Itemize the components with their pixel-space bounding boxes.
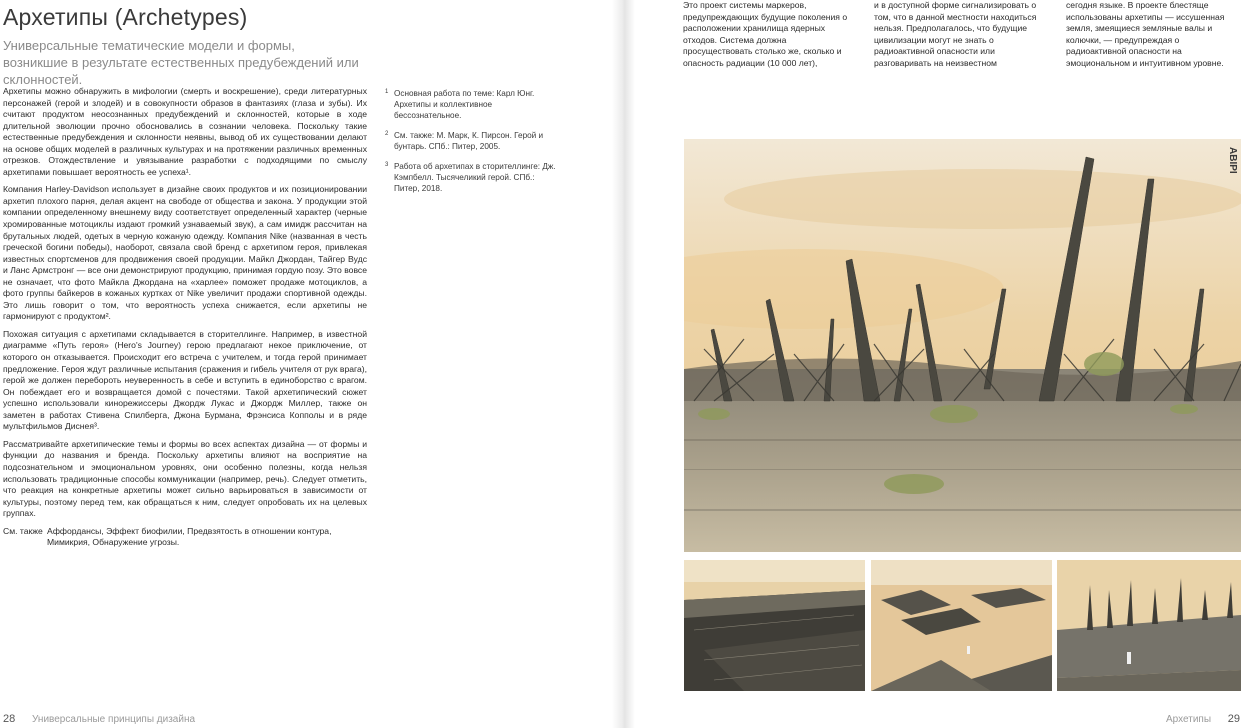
paragraph-recommendation: Рассматривайте архетипические темы и формы во всех аспектах дизайна — от формы и функции до названия и бренда. Поскольку архетипы влияют на восприятие на подсознательном и эмоциональном уровнях, они особенно полезны, когда нельзя использовать традиционные способы коммуникации (например, речь). Следует отметить, что реакция на конкретные архетипы может сильно варьироваться в зависимости от культуры, поэтому перед тем, как обращаться к ним, следует опробовать их на целевых группах.	[3, 438, 367, 519]
art-signature: ABIPI	[1227, 147, 1238, 174]
book-title: Универсальные принципы дизайна	[32, 714, 196, 725]
main-text-column	[3, 86, 367, 549]
spike-field-drawing	[684, 139, 1241, 552]
paragraph-storytelling: Похожая ситуация с архетипами складывается в сторителлинге. Например, в известной диаграмме «Путь героя» (Hero's Journey) герою предлагают некое приключение, от которого он отказывается. Происходит его встреча с учителем, и тогда герой принимает предложение. Героя ждут различные испытания (сражения и гибель учителя от рук врага), герой же должен перебороть неуверенность в себе и вступить в единоборство с врагом. Он побеждает его и возвращается домой с почестями. Такой архетипический сюжет успешно использовали кинорежиссеры Джордж Лукас и Джордж Миллер, также он заметен в работах Стивена Спилберга, Джона Бурмана, Фрэнсиса Копполы и в ряде мультфильмов Диснея³.	[3, 328, 367, 432]
right-column-text: сегодня языке. В проекте блестяще использованы архетипы — иссушенная земля, змеящиеся земляные валы и колючки, — предупреждая о радиоактивной опасности на эмоциональном и интуитивном уровне.	[1066, 0, 1225, 68]
earthwork-drawing-2	[871, 560, 1052, 691]
footnote	[385, 161, 560, 194]
earthwork-illustration-2	[871, 560, 1052, 691]
right-footer	[1166, 713, 1240, 726]
right-text-column-1	[683, 0, 853, 69]
see-also	[3, 526, 367, 549]
page-subtitle: Универсальные тематические модели и формы, возникшие в результате естественных предубеждений или склонностей.	[3, 38, 359, 87]
page-number-left: 28	[3, 713, 16, 725]
paragraph-brands: Компания Harley-Davidson использует в дизайне своих продуктов и их позиционировании архетип плохого парня, делая акцент на свободе от общества и закона. У продукции этой компании определенному внешнему виду соответствует определенный характер (черные хромированные мотоциклы издают громкий узнаваемый звук), а сам имидж рассчитан на брутальных людей, одетых в черную кожаную одежду. Компания Nike (названная в честь греческой богини победы), наоборот, связала свой бренд с архетипом героя, привлекая известных спортсменов для продвижения своей продукции. Майкл Джордан, Тайгер Вудс и Ланс Армстронг — все они демонстрируют продукцию, принимая гордую позу. Это вовсе не означает, что фото Майкла Джордана на «харлее» поможет продаже мотоциклов, а фото группы байкеров в кожаных куртках от Nike увеличит продажи спортивной одежды. Это лишь говорит о том, что вероятность успеха снижается, если архетипы не гармонируют с продуктом².	[3, 184, 367, 322]
page-number-right: 29	[1227, 713, 1241, 725]
left-footer	[3, 713, 195, 726]
footnote-number: 1	[385, 89, 389, 95]
right-page	[635, 0, 1247, 728]
right-column-text: Это проект системы маркеров, предупреждающих будущие поколения о расположении хранилища ядерных отходов. Система должна просуществовать столько же, сколько и опасность радиации (10 000 лет),	[683, 0, 848, 68]
footnote	[385, 88, 560, 121]
spike-wall-drawing	[1057, 560, 1241, 691]
spike-wall-illustration	[1057, 560, 1241, 691]
earthwork-drawing-1	[684, 560, 865, 691]
footnotes-column	[385, 88, 560, 203]
book-gutter	[612, 0, 635, 728]
footnote-number: 3	[385, 162, 389, 168]
see-also-label: См. также	[3, 525, 43, 536]
right-text-column-2	[874, 0, 1050, 69]
footnote-number: 2	[385, 131, 389, 137]
right-column-text: и в доступной форме сигнализировать о том, что в данной местности находиться нельзя. Предполагалось, что будущие цивилизации могут не знать о радиоактивной опасности или разговаривать на неизвестном	[874, 0, 1037, 68]
paragraph-intro: Архетипы можно обнаружить в мифологии (смерть и воскрешение), среди литературных персонажей (герой и злодей) и в совокупности образов в фантазиях (глаза и зубы). Их считают продуктом неосознанных предубеждений и склонностей, которые в ходе длительной эволюции прочно обосновались в сознании человека. Поскольку такие естественные предубеждения и склонности неявны, вывод об их существовании делают на основе общих моделей в различных культурах и на протяжении различных временных отрезков. Отождествление и увязывание разработки с подходящими по смыслу архетипами повышает вероятность ее успеха¹.	[3, 86, 367, 177]
left-page	[0, 0, 612, 728]
footnote	[385, 130, 560, 152]
page-title: Архетипы (Archetypes)	[3, 4, 248, 30]
see-also-items: Аффордансы, Эффект биофилии, Предвзятость в отношении контура, Мимикрия, Обнаружение угрозы.	[47, 525, 332, 548]
footnote-text: Основная работа по теме: Карл Юнг. Архетипы и коллективное бессознательное.	[394, 89, 535, 120]
footnote-text: См. также: М. Марк, К. Пирсон. Герой и бунтарь. СПб.: Питер, 2005.	[394, 131, 544, 151]
spike-field-illustration	[684, 139, 1241, 552]
footnote-text: Работа об архетипах в сторителлинге: Дж. Кэмпбелл. Тысячеликий герой. СПб.: Питер, 2018.	[394, 162, 556, 193]
earthwork-illustration-1	[684, 560, 865, 691]
right-text-column-3	[1066, 0, 1242, 69]
section-name: Архетипы	[1166, 714, 1212, 725]
